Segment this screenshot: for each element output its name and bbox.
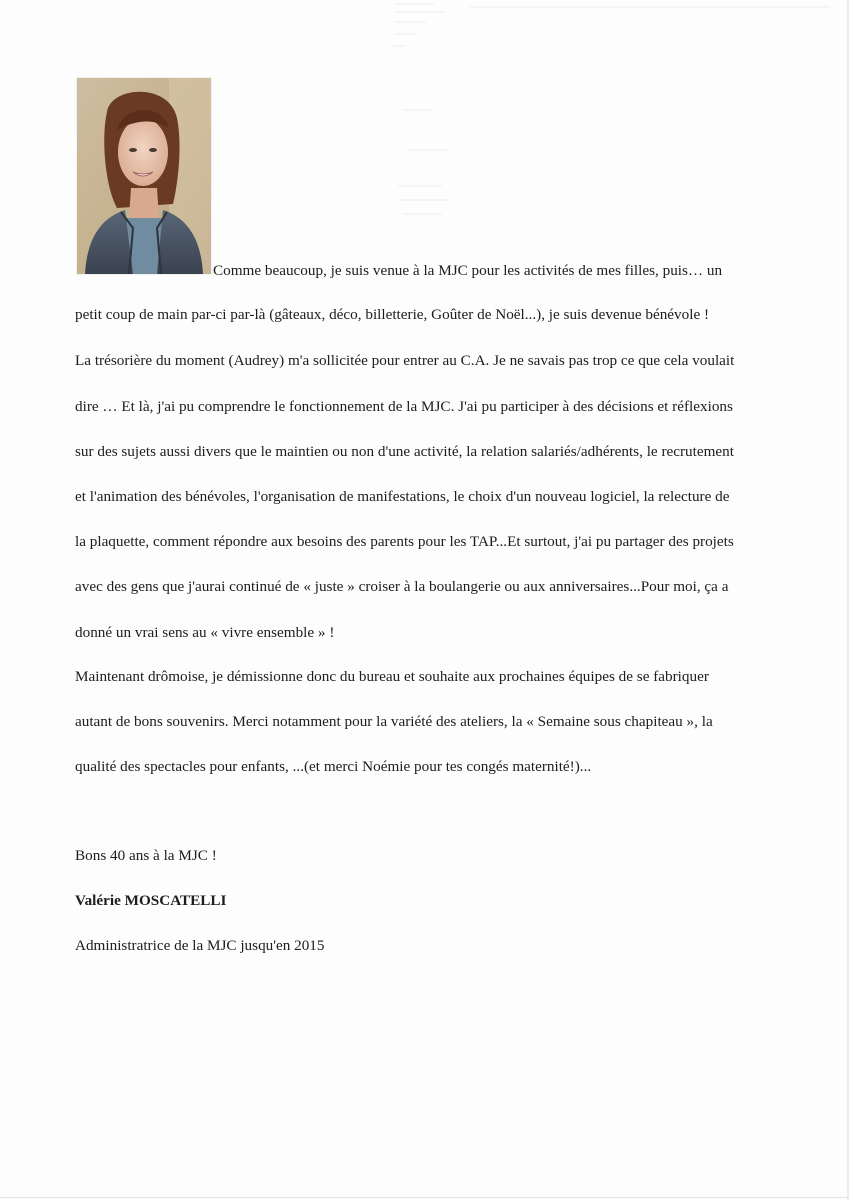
- letter-line-12: qualité des spectacles pour enfants, ...(et merci Noémie pour tes congés maternité!)...: [75, 758, 592, 775]
- scan-artifact: [470, 6, 830, 8]
- letter-line-10: Maintenant drômoise, je démissionne donc du bureau et souhaite aux prochaines équipes de se fabriquer: [75, 668, 709, 685]
- signature-name: Valérie MOSCATELLI: [75, 892, 227, 909]
- signature-title: Administratrice de la MJC jusqu'en 2015: [75, 937, 325, 954]
- letter-line-8: avec des gens que j'aurai continué de « juste » croiser à la boulangerie ou aux anniversaires...Pour moi, ça a: [75, 578, 729, 595]
- letter-line-7: la plaquette, comment répondre aux besoins des parents pour les TAP...Et surtout, j'ai pu partager des projets: [75, 533, 734, 550]
- anniversary-wish: Bons 40 ans à la MJC !: [75, 847, 217, 864]
- letter-line-1: Comme beaucoup, je suis venue à la MJC pour les activités de mes filles, puis… un: [213, 262, 723, 279]
- letter-line-4: dire … Et là, j'ai pu comprendre le fonctionnement de la MJC. J'ai pu participer à des décisions et réflexions: [75, 398, 733, 415]
- letter-line-11: autant de bons souvenirs. Merci notamment pour la variété des ateliers, la « Semaine sous chapiteau », la: [75, 713, 713, 730]
- letter-line-5: sur des sujets aussi divers que le maintien ou non d'une activité, la relation salariés/adhérents, le recrutement: [75, 443, 734, 460]
- letter-line-2: petit coup de main par-ci par-là (gâteaux, déco, billetterie, Goûter de Noël...), je suis devenue bénévole !: [75, 306, 710, 323]
- bleed-through-artifact: [388, 0, 468, 240]
- letter-line-3: La trésorière du moment (Audrey) m'a sollicitée pour entrer au C.A. Je ne savais pas trop ce que cela voulait: [75, 352, 735, 369]
- portrait-photo: [77, 78, 211, 274]
- scan-edge: [0, 1197, 849, 1198]
- letter-line-6: et l'animation des bénévoles, l'organisation de manifestations, le choix d'un nouveau logiciel, la relecture de: [75, 488, 730, 505]
- letter-line-9: donné un vrai sens au « vivre ensemble » !: [75, 624, 335, 641]
